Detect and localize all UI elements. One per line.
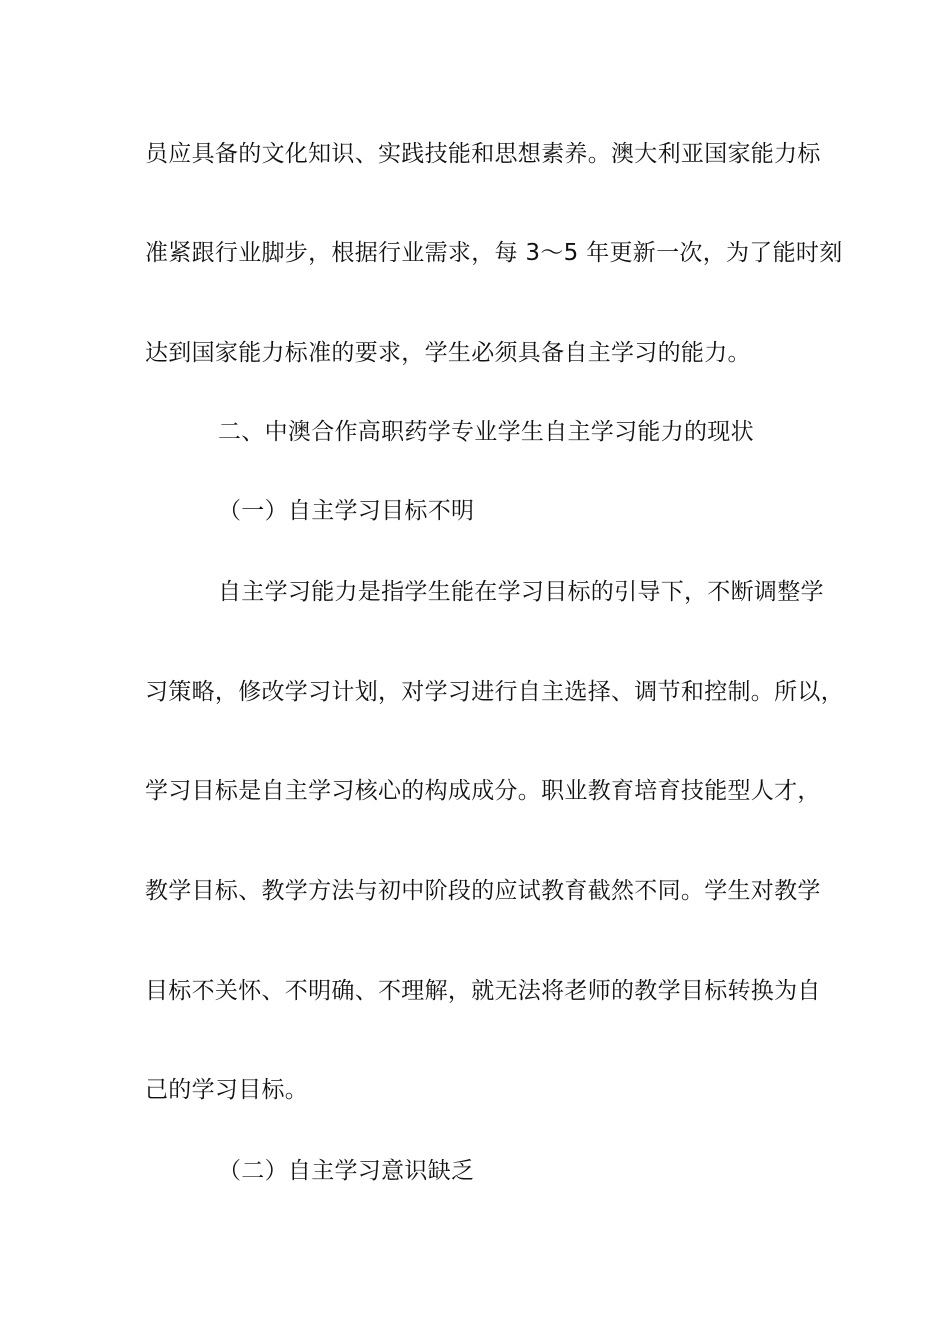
paragraph-line: 自主学习能力是指学生能在学习目标的引导下，不断调整学 [218, 579, 824, 605]
paragraph-line: 习策略，修改学习计划，对学习进行自主选择、调节和控制。所以， [145, 679, 844, 705]
section-heading: 二、中澳合作高职药学专业学生自主学习能力的现状 [218, 419, 754, 445]
paragraph-line: 学习目标是自主学习核心的构成成分。职业教育培育技能型人才， [145, 778, 821, 804]
paragraph-line: 达到国家能力标准的要求，学生必须具备自主学习的能力。 [145, 340, 751, 366]
paragraph-line: 员应具备的文化知识、实践技能和思想素养。澳大利亚国家能力标 [145, 141, 821, 167]
paragraph-line: 准紧跟行业脚步，根据行业需求，每 3～5 年更新一次，为了能时刻 [145, 240, 843, 266]
paragraph-line: 目标不关怀、不明确、不理解，就无法将老师的教学目标转换为自 [145, 978, 821, 1004]
subsection-heading: （一）自主学习目标不明 [218, 498, 475, 524]
paragraph-line: 己的学习目标。 [145, 1077, 309, 1103]
paragraph-line: 教学目标、教学方法与初中阶段的应试教育截然不同。学生对教学 [145, 878, 821, 904]
subsection-heading: （二）自主学习意识缺乏 [218, 1158, 475, 1184]
